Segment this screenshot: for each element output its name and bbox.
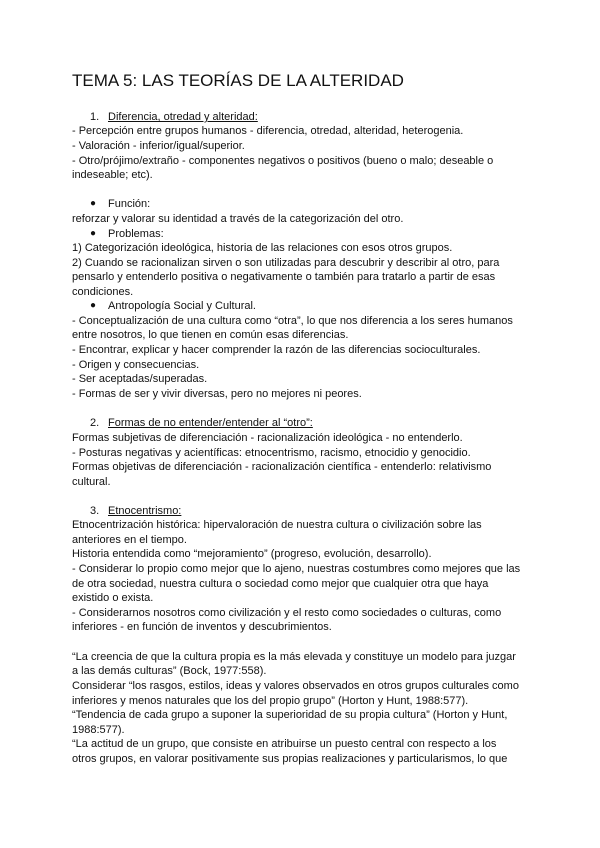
page-title: TEMA 5: LAS TEORÍAS DE LA ALTERIDAD [72, 71, 404, 90]
section-3-line: Etnocentrización histórica: hipervaloración de nuestra cultura o civilización sobre las [72, 519, 482, 531]
problemas-line: pensarlo y entenderlo positiva o negativamente o también para tratarlo a partir de esas [72, 271, 496, 283]
section-1-line: - Otro/prójimo/extraño - componentes negativos o positivos (bueno o malo; deseable o [72, 155, 494, 167]
antropologia-label: Antropología Social y Cultural. [108, 300, 256, 312]
problemas-line: 2) Cuando se racionalizan sirven o son utilizadas para descubrir y describir al otro, para [72, 257, 500, 269]
antropologia-line: - Formas de ser y vivir diversas, pero no mejores ni peores. [72, 388, 362, 400]
funcion-label: Función: [108, 198, 151, 210]
problemas-line: condiciones. [72, 286, 134, 298]
section-3-line: - Considerar lo propio como mejor que lo ajeno, nuestras costumbres como mejores que las [72, 563, 521, 575]
antropologia-line: - Conceptualización de una cultura como “otra”, lo que nos diferencia a los seres humanos [72, 315, 513, 327]
quote-line: “La creencia de que la cultura propia es la más elevada y constituye un modelo para juzgar [72, 651, 516, 663]
section-3-line: Historia entendida como “mejoramiento” (progreso, evolución, desarrollo). [72, 548, 432, 560]
quote-line: “Tendencia de cada grupo a suponer la superioridad de su propia cultura” (Horton y Hunt, [72, 709, 508, 721]
section-3-line: de otra sociedad, nuestra cultura o sociedad como mejor que cualquier otra que haya [72, 578, 489, 590]
section-1-number: 1. [90, 111, 100, 123]
quote-line: “La actitud de un grupo, que consiste en atribuirse un puesto central con respecto a los [72, 738, 497, 750]
funcion-text: reforzar y valorar su identidad a través de la categorización del otro. [72, 213, 404, 225]
bullet-icon: ● [90, 228, 97, 239]
antropologia-line: - Encontrar, explicar y hacer comprender la razón de las diferencias socioculturales. [72, 344, 481, 356]
section-3-line: inferiores - en función de inventos y descubrimientos. [72, 621, 332, 633]
section-3-line: - Considerarnos nosotros como civilización y el resto como sociedades o culturas, como [72, 607, 502, 619]
section-2-number: 2. [90, 417, 100, 429]
section-2-heading: Formas de no entender/entender al “otro”: [108, 417, 313, 429]
section-3-line: anteriores en el tiempo. [72, 534, 187, 546]
section-1-line: - Valoración - inferior/igual/superior. [72, 140, 245, 152]
quote-line: otros grupos, en valorar positivamente sus propias realizaciones y particularismos, lo que [72, 753, 508, 765]
section-2-line: - Posturas negativas y acientíficas: etnocentrismo, racismo, etnocidio y genocidio. [72, 447, 471, 459]
antropologia-line: - Ser aceptadas/superadas. [72, 373, 208, 385]
section-2-line: cultural. [72, 476, 111, 488]
section-1-line: - Percepción entre grupos humanos - diferencia, otredad, alteridad, heterogenia. [72, 125, 464, 137]
section-3-number: 3. [90, 505, 100, 517]
problemas-line: 1) Categorización ideológica, historia de las relaciones con esos otros grupos. [72, 242, 453, 254]
antropologia-line: entre nosotros, lo que tienen en común esas diferencias. [72, 329, 349, 341]
section-1-heading: Diferencia, otredad y alteridad: [108, 111, 258, 123]
quote-line: a las demás culturas” (Bock, 1977:558). [72, 665, 267, 677]
quote-line: 1988:577). [72, 724, 125, 736]
section-3-heading: Etnocentrismo: [108, 505, 182, 517]
section-2-line: Formas subjetivas de diferenciación - racionalización ideológica - no entenderlo. [72, 432, 463, 444]
quote-line: inferiores y menos naturales que los del propio grupo” (Horton y Hunt, 1988:577). [72, 695, 469, 707]
bullet-icon: ● [90, 198, 97, 209]
antropologia-line: - Origen y consecuencias. [72, 359, 200, 371]
bullet-icon: ● [90, 300, 97, 311]
section-2-line: Formas objetivas de diferenciación - racionalización científica - entenderlo: relativismo [72, 461, 492, 473]
problemas-label: Problemas: [108, 228, 164, 240]
section-1-line: indeseable; etc). [72, 169, 153, 181]
quote-line: Considerar “los rasgos, estilos, ideas y valores observados en otros grupos culturales como [72, 680, 519, 692]
section-3-line: existido o exista. [72, 592, 154, 604]
